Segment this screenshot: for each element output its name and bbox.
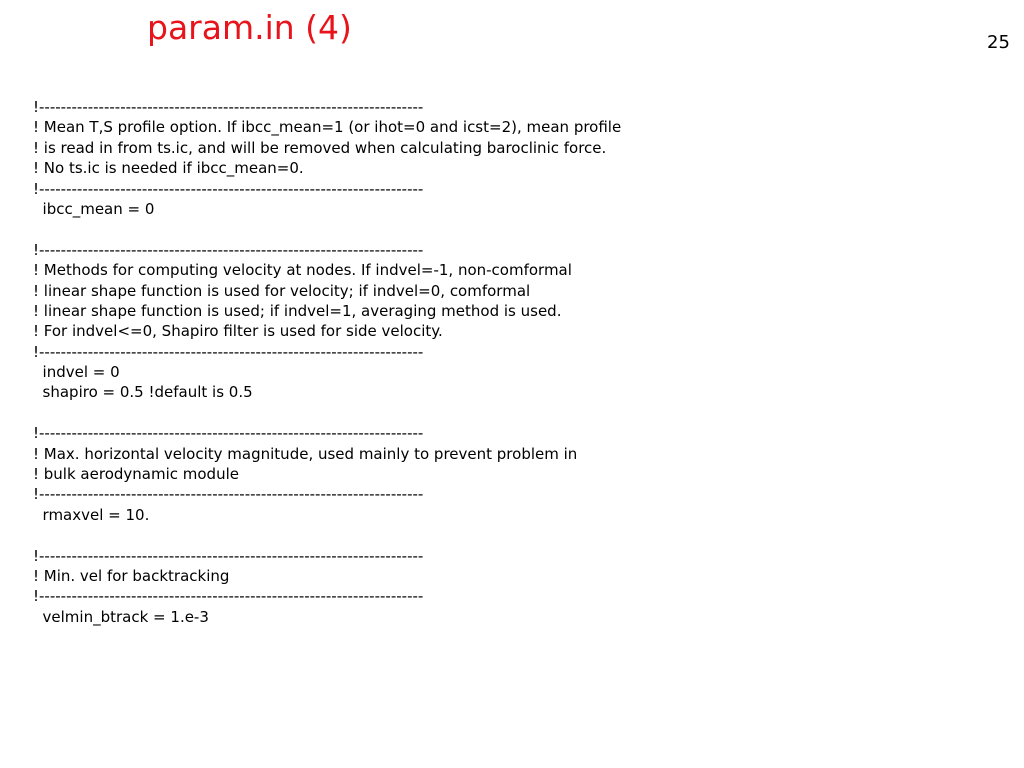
comment-line: ! Max. horizontal velocity magnitude, used mainly to prevent problem in [33, 444, 578, 463]
param-text-block [33, 97, 793, 627]
separator-line: !----------------------------------------------------------------------- [33, 179, 424, 198]
comment-line: ! Mean T,S profile option. If ibcc_mean=1 (or ihot=0 and icst=2), mean profile [33, 118, 622, 137]
separator-line: !----------------------------------------------------------------------- [33, 546, 424, 565]
comment-line: ! linear shape function is used; if indvel=1, averaging method is used. [33, 301, 562, 320]
parameter-line: shapiro = 0.5 !default is 0.5 [33, 383, 253, 402]
blank-line [33, 525, 793, 545]
parameter-line: indvel = 0 [33, 363, 120, 382]
parameter-line: rmaxvel = 10. [33, 505, 150, 524]
comment-line: ! Methods for computing velocity at nodes. If indvel=-1, non-comformal [33, 261, 572, 280]
comment-line: ! No ts.ic is needed if ibcc_mean=0. [33, 159, 304, 178]
page-number: 25 [987, 32, 1010, 53]
separator-line: !----------------------------------------------------------------------- [33, 342, 424, 361]
comment-line: ! bulk aerodynamic module [33, 465, 239, 484]
separator-line: !----------------------------------------------------------------------- [33, 98, 424, 116]
blank-line [33, 219, 793, 239]
separator-line: !----------------------------------------------------------------------- [33, 485, 424, 504]
slide-title: param.in (4) [147, 8, 352, 47]
comment-line: ! Min. vel for backtracking [33, 566, 230, 585]
parameter-line: ibcc_mean = 0 [33, 199, 155, 218]
comment-line: ! linear shape function is used for velocity; if indvel=0, comformal [33, 281, 531, 300]
blank-line [33, 403, 793, 423]
comment-line: ! is read in from ts.ic, and will be removed when calculating baroclinic force. [33, 138, 607, 157]
separator-line: !----------------------------------------------------------------------- [33, 587, 424, 606]
separator-line: !----------------------------------------------------------------------- [33, 424, 424, 443]
separator-line: !----------------------------------------------------------------------- [33, 240, 424, 259]
parameter-line: velmin_btrack = 1.e-3 [33, 607, 209, 626]
comment-line: ! For indvel<=0, Shapiro filter is used for side velocity. [33, 322, 443, 341]
